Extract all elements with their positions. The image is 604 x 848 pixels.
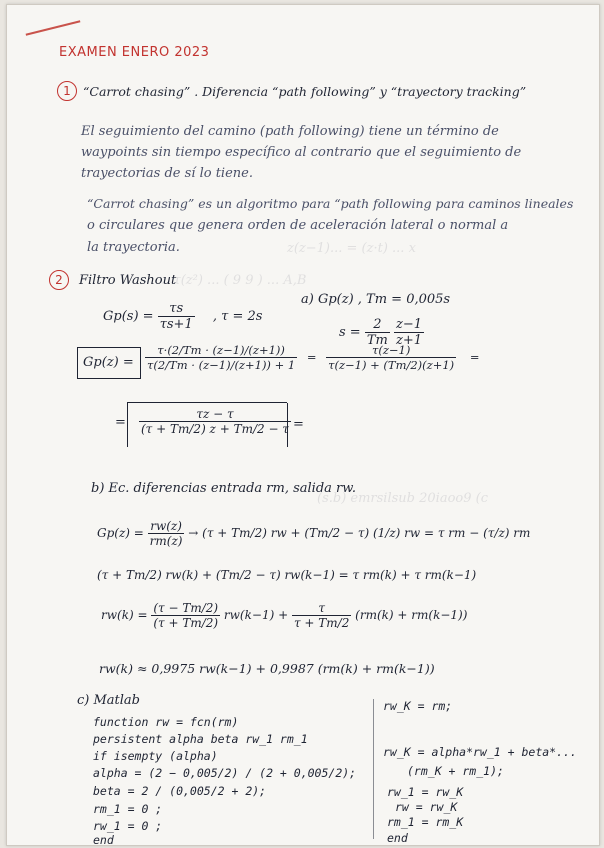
matlab-code-right-3: (rm_K + rm_1); <box>407 764 504 778</box>
question-2-number: 2 <box>49 270 69 290</box>
matlab-code-right-1: rw_K = rm; <box>383 699 453 713</box>
gpz-result-trailing-equals: = <box>293 417 304 432</box>
exam-sheet <box>6 4 600 846</box>
part-b-heading: b) Ec. diferencias entrada rm, salida rw. <box>91 481 356 496</box>
matlab-code-left-3: if isempty (alpha) <box>93 749 218 763</box>
gpz-label: Gp(z) = <box>83 355 134 370</box>
part-a-heading: a) Gp(z) , Tm = 0,005s <box>301 292 451 307</box>
matlab-code-left-2: persistent alpha beta rw_1 rm_1 <box>93 732 308 746</box>
exam-title: EXAMEN ENERO 2023 <box>59 45 210 60</box>
matlab-code-right-2: rw_K = alpha*rw_1 + beta*... <box>383 745 577 759</box>
matlab-code-right-4: rw_1 = rw_K <box>387 785 464 799</box>
matlab-code-left-8: end <box>93 833 114 846</box>
difference-eq-line-3: rw(k) = $\frac{(\tau - Tm/2)}{(\tau + Tm/2)}$ rw(k−1) + $\frac{\tau}{\tau + Tm/2}$ (rm(k) + rm(k−1)) <box>101 601 468 630</box>
q1-paragraph-2-line-2: o circulares que genera orden de aceleración lateral o normal a <box>87 218 509 233</box>
margin-mark <box>26 20 81 35</box>
matlab-code-left-4: alpha = (2 − 0,005/2) / (2 + 0,005/2); <box>93 766 357 780</box>
matlab-code-right-5: rw = rw_K <box>395 800 458 814</box>
q1-paragraph-1-line-2: waypoints sin tiempo específico al contrario que el seguimiento de <box>81 145 522 160</box>
q1-paragraph-1-line-1: El seguimiento del camino (path following) tiene un término de <box>81 124 499 139</box>
difference-eq-numeric: rw(k) ≈ 0,9975 rw(k−1) + 0,9987 (rm(k) + rm(k−1)) <box>99 661 435 676</box>
q1-paragraph-2-line-3: la trayectoria. <box>87 240 180 255</box>
gpz-result: $\frac{\tau z - \tau}{(\tau + Tm/2) z + Tm/2 - \tau}$ <box>141 407 289 436</box>
matlab-code-left-5: beta = 2 / (0,005/2 + 2); <box>93 784 267 798</box>
code-column-divider <box>373 699 374 839</box>
question-2-heading: Filtro Washout <box>79 273 177 288</box>
q1-paragraph-2-line-1: “Carrot chasing” es un algoritmo para “path following para caminos lineales <box>87 196 574 211</box>
q1-paragraph-1-line-3: trayectorias de sí lo tiene. <box>81 166 253 181</box>
matlab-code-left-1: function rw = fcn(rm) <box>93 715 239 729</box>
part-c-heading: c) Matlab <box>77 693 141 708</box>
gp-s-formula: Gp(s) = $\frac{\tau s}{\tau s+1}$ , τ = 2s <box>103 301 263 332</box>
difference-eq-line-1: Gp(z) = $\frac{rw(z)}{rm(z)}$ → (τ + Tm/2) rw + (Tm/2 − τ) (1/z) rw = τ rm − (τ/z) rm <box>97 519 531 548</box>
bleed-through: ... τ(z²) ... ( 9 9 ) ... A,B <box>157 273 307 288</box>
question-1-heading: “Carrot chasing” . Diferencia “path following” y “trayectory tracking” <box>83 84 527 99</box>
matlab-code-right-6: rm_1 = rm_K <box>387 815 464 829</box>
matlab-code-left-6: rm_1 = 0 ; <box>93 802 163 816</box>
difference-eq-line-2: (τ + Tm/2) rw(k) + (Tm/2 − τ) rw(k−1) = τ rm(k) + τ rm(k−1) <box>97 568 477 582</box>
bilinear-substitution: s = $\frac{2}{Tm}$ $\frac{z-1}{z+1}$ <box>339 317 422 348</box>
gpz-result-equals: = <box>115 415 126 430</box>
bleed-through: z(z−1)... = (z·t) ... x <box>287 241 416 256</box>
question-1-number: 1 <box>57 81 77 101</box>
matlab-code-left-7: rw_1 = 0 ; <box>93 819 163 833</box>
gpz-substituted: $\frac{\tau\cdot(2/Tm \cdot (z-1)/(z+1))}{\tau(2/Tm \cdot (z-1)/(z+1)) + 1}$ = $\frac{\tau(z-1)}{\tau(z-1) + (Tm/2)(z+1)}$ = <box>147 343 480 372</box>
result-box-top <box>127 402 287 403</box>
matlab-code-right-7: end <box>387 831 408 845</box>
bleed-through: (s.b) emrsilsub 20iaoo9 (c <box>317 491 488 506</box>
result-box-left <box>127 403 128 447</box>
